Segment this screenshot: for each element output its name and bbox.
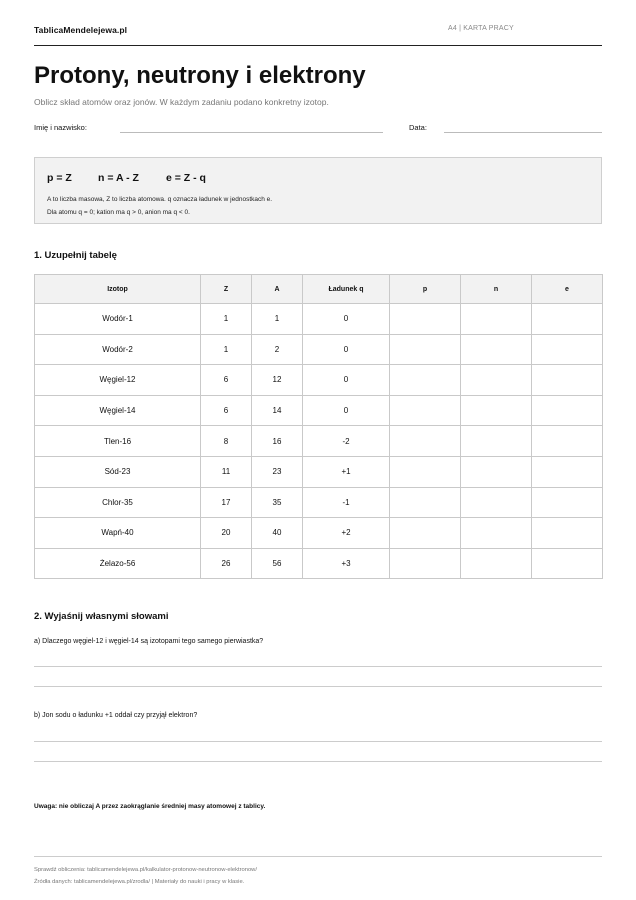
header-n: n — [461, 275, 532, 304]
cell-z: 11 — [201, 456, 252, 487]
cell-n-blank[interactable] — [461, 487, 532, 518]
cell-p-blank[interactable] — [390, 304, 461, 335]
header-a: A — [252, 275, 303, 304]
cell-a: 1 — [252, 304, 303, 335]
page-subtitle: Oblicz skład atomów oraz jonów. W każdym zadaniu podano konkretny izotop. — [34, 97, 329, 107]
answer-line-a1[interactable] — [34, 666, 602, 667]
formula-box — [34, 157, 602, 224]
cell-isotope: Wapń-40 — [35, 518, 201, 549]
footer-calculator-link[interactable]: Sprawdź obliczenia: tablicamendelejewa.pl/kalkulator-protonow-neutronow-elektronow/ — [34, 867, 257, 873]
cell-n-blank[interactable] — [461, 456, 532, 487]
cell-p-blank[interactable] — [390, 334, 461, 365]
table-row — [35, 426, 603, 457]
cell-charge: 0 — [303, 334, 390, 365]
cell-isotope: Sód-23 — [35, 456, 201, 487]
cell-isotope: Żelazo-56 — [35, 548, 201, 579]
cell-n-blank[interactable] — [461, 518, 532, 549]
student-info-row — [34, 123, 602, 137]
cell-charge: 0 — [303, 365, 390, 396]
page-header — [34, 25, 602, 46]
section1-title: 1. Uzupełnij tabelę — [34, 250, 117, 261]
brand-name: TablicaMendelejewa.pl — [34, 25, 128, 35]
date-field-line[interactable] — [444, 132, 602, 133]
cell-isotope: Wodór-2 — [35, 334, 201, 365]
cell-n-blank[interactable] — [461, 304, 532, 335]
formula-list — [47, 172, 206, 184]
cell-charge: +1 — [303, 456, 390, 487]
table-row — [35, 365, 603, 396]
cell-e-blank[interactable] — [532, 518, 603, 549]
header-e: e — [532, 275, 603, 304]
table-row — [35, 548, 603, 579]
header-p: p — [390, 275, 461, 304]
cell-isotope: Węgiel-14 — [35, 395, 201, 426]
page-title: Protony, neutrony i elektrony — [34, 62, 366, 89]
cell-a: 56 — [252, 548, 303, 579]
table-row — [35, 304, 603, 335]
section2-title: 2. Wyjaśnij własnymi słowami — [34, 611, 169, 622]
cell-z: 1 — [201, 334, 252, 365]
question-a: a) Dlaczego węgiel-12 i węgiel-14 są izotopami tego samego pierwiastka? — [34, 638, 264, 645]
cell-e-blank[interactable] — [532, 334, 603, 365]
cell-a: 40 — [252, 518, 303, 549]
question-b: b) Jon sodu o ładunku +1 oddał czy przyjął elektron? — [34, 712, 198, 719]
formula-note-definitions: A to liczba masowa, Z to liczba atomowa. q oznacza ładunek w jednostkach e. — [47, 196, 273, 203]
cell-n-blank[interactable] — [461, 365, 532, 396]
cell-n-blank[interactable] — [461, 395, 532, 426]
cell-isotope: Chlor-35 — [35, 487, 201, 518]
cell-a: 23 — [252, 456, 303, 487]
name-field-line[interactable] — [120, 132, 383, 133]
cell-z: 26 — [201, 548, 252, 579]
warning-note: Uwaga: nie obliczaj A przez zaokrąglanie średniej masy atomowej z tablicy. — [34, 803, 266, 810]
cell-p-blank[interactable] — [390, 365, 461, 396]
table-row — [35, 395, 603, 426]
cell-p-blank[interactable] — [390, 548, 461, 579]
cell-p-blank[interactable] — [390, 395, 461, 426]
cell-charge: -2 — [303, 426, 390, 457]
date-label: Data: — [409, 123, 427, 132]
formula-note-charge: Dla atomu q = 0; kation ma q > 0, anion ma q < 0. — [47, 209, 190, 216]
cell-a: 2 — [252, 334, 303, 365]
cell-a: 16 — [252, 426, 303, 457]
cell-charge: -1 — [303, 487, 390, 518]
formula-protons: p = Z — [47, 172, 72, 184]
cell-e-blank[interactable] — [532, 487, 603, 518]
cell-n-blank[interactable] — [461, 548, 532, 579]
footer-divider — [34, 856, 602, 857]
cell-z: 17 — [201, 487, 252, 518]
cell-z: 8 — [201, 426, 252, 457]
cell-e-blank[interactable] — [532, 365, 603, 396]
cell-z: 1 — [201, 304, 252, 335]
formula-electrons: e = Z - q — [166, 172, 206, 184]
cell-charge: 0 — [303, 395, 390, 426]
table-header-row — [35, 275, 603, 304]
cell-e-blank[interactable] — [532, 304, 603, 335]
header-charge: Ładunek q — [303, 275, 390, 304]
formula-neutrons: n = A - Z — [98, 172, 139, 184]
cell-p-blank[interactable] — [390, 456, 461, 487]
isotope-table — [34, 274, 603, 579]
cell-e-blank[interactable] — [532, 426, 603, 457]
cell-n-blank[interactable] — [461, 426, 532, 457]
cell-e-blank[interactable] — [532, 548, 603, 579]
cell-isotope: Wodór-1 — [35, 304, 201, 335]
cell-e-blank[interactable] — [532, 395, 603, 426]
cell-charge: +2 — [303, 518, 390, 549]
footer-sources: Źródła danych: tablicamendelejewa.pl/zrodla/ | Materiały do nauki i pracy w klasie. — [34, 879, 245, 885]
cell-isotope: Tlen-16 — [35, 426, 201, 457]
header-isotope: Izotop — [35, 275, 201, 304]
cell-z: 6 — [201, 395, 252, 426]
answer-line-b2[interactable] — [34, 761, 602, 762]
cell-a: 12 — [252, 365, 303, 396]
cell-charge: +3 — [303, 548, 390, 579]
cell-a: 14 — [252, 395, 303, 426]
cell-p-blank[interactable] — [390, 426, 461, 457]
table-row — [35, 518, 603, 549]
cell-a: 35 — [252, 487, 303, 518]
cell-e-blank[interactable] — [532, 456, 603, 487]
table-row — [35, 487, 603, 518]
page-tag: A4 | KARTA PRACY — [448, 25, 514, 32]
table-row — [35, 456, 603, 487]
cell-n-blank[interactable] — [461, 334, 532, 365]
cell-z: 20 — [201, 518, 252, 549]
table-row — [35, 334, 603, 365]
answer-line-a2[interactable] — [34, 686, 602, 687]
cell-z: 6 — [201, 365, 252, 396]
cell-p-blank[interactable] — [390, 487, 461, 518]
header-z: Z — [201, 275, 252, 304]
answer-line-b1[interactable] — [34, 741, 602, 742]
cell-charge: 0 — [303, 304, 390, 335]
cell-p-blank[interactable] — [390, 518, 461, 549]
name-label: Imię i nazwisko: — [34, 123, 87, 132]
cell-isotope: Węgiel-12 — [35, 365, 201, 396]
